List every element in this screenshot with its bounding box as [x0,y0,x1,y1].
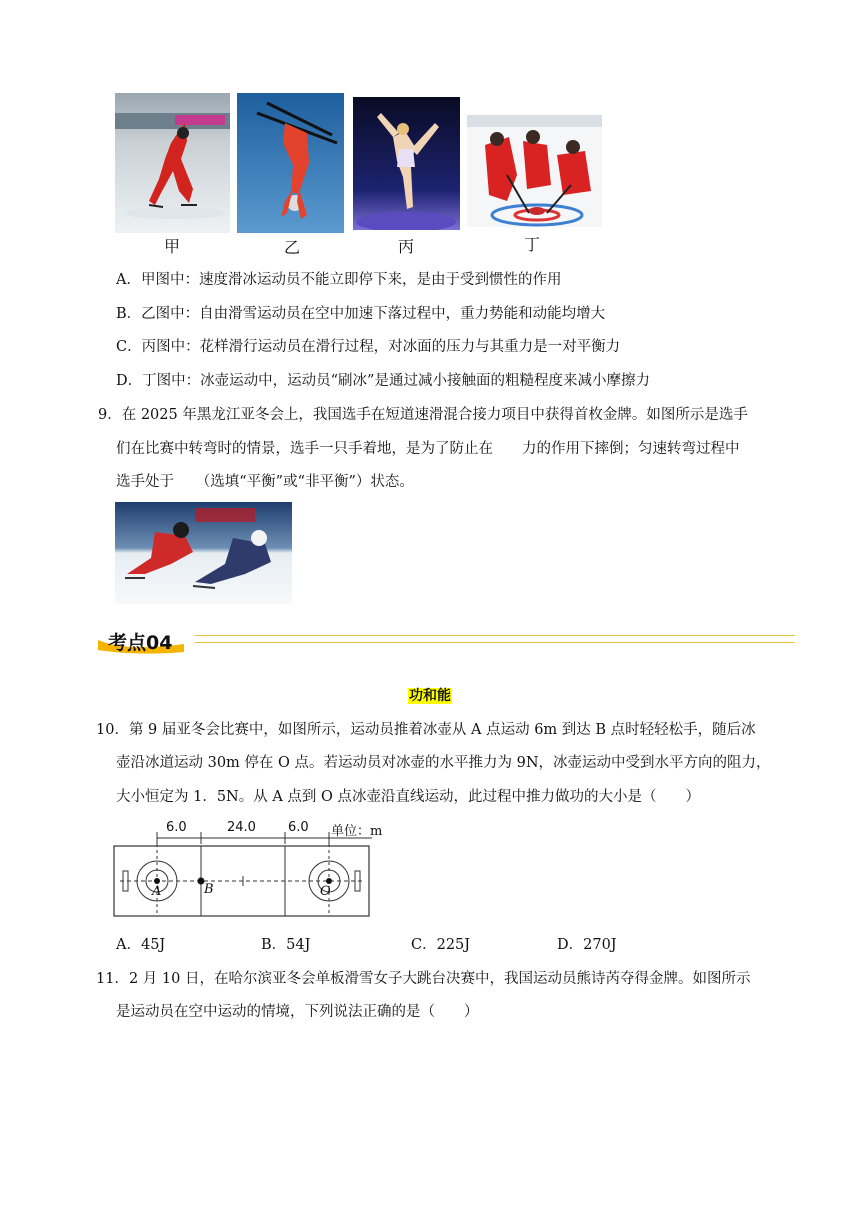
q11-line-2: 是运动员在空中运动的情境，下列说法正确的是（ ） [116,1004,479,1020]
section-title [0,685,860,705]
q8-option-b: B．乙图中：自由滑雪运动员在空中加速下落过程中，重力势能和动能均增大 [116,306,606,322]
q10-line-3: 大小恒定为 1．5N。从 A 点到 O 点冰壶沿直线运动，此过程中推力做功的大小是（ ） [116,789,701,805]
section-badge [96,626,186,654]
point-a-label: A [152,884,162,899]
q9-line-2: 们在比赛中转弯时的情景，选手一只手着地，是为了防止在 力的作用下摔倒；匀速转弯过程中 [116,441,740,457]
caption-jia: 甲 [163,237,180,256]
photo-curling [467,115,602,227]
caption-ding: 丁 [523,235,540,254]
q10-option-b: B．54J [261,937,311,953]
photo-freestyle-skiing [237,93,344,233]
caption-bing: 丙 [397,237,414,256]
q9-line-1: 9．在 2025 年黑龙江亚冬会上，我国选手在短道速滑混合接力项目中获得首枚金牌。如图所示是选手 [98,407,748,423]
photo-speed-skating [115,93,230,233]
curling-track-diagram [112,818,392,918]
point-b-label: B [204,882,214,897]
q8-option-a: A．甲图中：速度滑冰运动员不能立即停下来，是由于受到惯性的作用 [116,272,562,288]
dim-label-2: 24.0 [227,820,256,835]
section-title-text: 功和能 [409,688,451,704]
dim-label-1: 6.0 [166,820,187,835]
q11-line-1: 11．2 月 10 日，在哈尔滨亚冬会单板滑雪女子大跳台决赛中，我国运动员熊诗芮夺得金牌。如图所示 [96,971,751,987]
caption-yi: 乙 [283,238,300,257]
q10-option-a: A．45J [116,937,166,953]
q10-option-d: D．270J [557,937,617,953]
dim-label-3: 6.0 [288,820,309,835]
photo-figure-skating [353,97,460,230]
section-badge-label: 考点04 [108,632,173,654]
point-o-label: O [320,884,331,899]
section-divider [195,635,795,643]
q10-line-1: 10．第 9 届亚冬会比赛中，如图所示，运动员推着冰壶从 A 点运动 6m 到达 B 点时轻轻松手，随后冰 [96,722,756,738]
q10-line-2: 壶沿冰道运动 30m 停在 O 点。若运动员对冰壶的水平推力为 9N，冰壶运动中受到水平方向的阻力， [116,755,771,771]
photo-short-track [115,502,292,604]
q8-option-d: D．丁图中：冰壶运动中，运动员“刷冰”是通过减小接触面的粗糙程度来减小摩擦力 [116,373,650,389]
q10-option-c: C．225J [411,937,471,953]
q9-line-3: 选手处于 （选填“平衡”或“非平衡”）状态。 [116,474,414,490]
unit-label: 单位：m [331,824,383,839]
q8-option-c: C．丙图中：花样滑行运动员在滑行过程，对冰面的压力与其重力是一对平衡力 [116,339,621,355]
